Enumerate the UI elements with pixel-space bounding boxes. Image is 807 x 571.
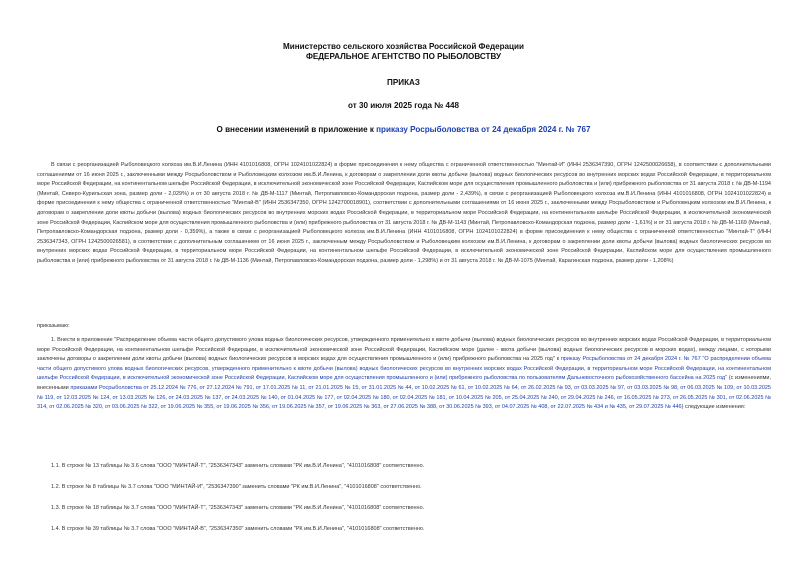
subitem-1-3: 1.3. В строке № 18 таблицы № 3.7 слова "ООО "МИНТАЙ-Т", "2536347343" заменить словами "РК им.В.И.Ленина", "4101016808" соответственно. (51, 505, 425, 511)
document-title (0, 125, 807, 135)
subitem-1-2: 1.2. В строке № 8 таблицы № 3.7 слова "ООО "МИНТАЙ-И", "2536347390" заменить словами "РК им.В.И.Ленина", "4101016808" соответственно. (51, 484, 422, 490)
preamble-text: В связи с реорганизацией Рыболовецкого колхоза им.В.И.Ленина (ИНН 4101016808, ОГРН 1024101022824) в форме присоединения к нему общества с ограниченной ответственностью "Минтай-И" (ИНН 2536347390, ОГРН 1242500026658), в соответствии с дополнительными соглашениями от 16 июня 2025 г., заключенными между Росрыболовством и Рыболовецким колхозом им.В.И.Ленина, к договорам о закреплении доли квоты добычи (вылова) водных биологических ресурсов во внутренних морских водах Российской Федерации, в территориальном море Российской Федерации, на континентальном шельфе Российской Федерации, в исключительной экономической зоне Российской Федерации, Каспийском море для осуществления промышленного рыболовства и (или) прибрежного рыболовства от 31 августа 2018 г. № ДВ-М-1194 (Минтай, Северо-Курильская зона, размер доли - 2,029%) и от 30 августа 2018 г. № ДВ-М-1117 (Минтай, Петропавловско-Командорская подзона, размер доли - 2,439%), в связи с реорганизацией Рыболовецкого колхоза им.В.И.Ленина (ИНН 4101016808, ОГРН 1024101022824) в форме присоединения к нему общества с ограниченной ответственностью "Минтай-В" (ИНН 2536347350, ОГРН 1242700018901), соответствии с дополнительными соглашениями от 16 июня 2025 г., заключенными между Росрыболовством и Рыболовецким колхозом им.В.И.Ленина, к договорам о закреплении доли квоты добычи (вылова) водных биологических ресурсов во внутренних морских водах Российской Федерации, в территориальном море Российской Федерации, на континентальном шельфе Российской Федерации, в исключительной экономической зоне Российской Федерации, Каспийском море для осуществления промышленного рыболовства и (или) прибрежного рыболовства от 31 августа 2018 г. № ДВ-М-1143 (Минтай, Петропавловско-Командорская подзона, размер доли - 1,61%) и от 31 августа 2018 г. № ДВ-М-1169 (Минтай, Петропавловско-Командорская подзона, размер доли - 0,359%), а также в связи с реорганизацией Рыболовецкого колхоза им.В.И.Ленина (ИНН 4101016808, ОГРН 1024101022824) в форме присоединения к нему общества с ограниченной ответственностью "Минтай-Т" (ИНН 2536347343, ОГРН 1242500026581), в соответствии с дополнительным соглашением от 16 июня 2025 г., заключенным между Росрыболовством и Рыболовецким колхозом им.В.И.Ленина, к договорам о закреплении доли квоты добычи (вылова) водных биологических ресурсов во внутренних морских водах Российской Федерации, в территориальном море Российской Федерации, на континентальном шельфе Российской Федерации, в исключительной экономической зоне Российской Федерации, Каспийском море для осуществления промышленного рыболовства и (или) прибрежного рыболовства от 31 августа 2018 г. № ДВ-М-1136 (Минтай, Петропавловско-Командорская подзона, размер доли - 1,298%) и от 31 августа 2018 г. № ДВ-М-1075 (Минтай, Карагинская подзона, размер доли - 1,208%) (37, 162, 771, 264)
point-1-paragraph (37, 336, 771, 413)
ministry-name: Министерство сельского хозяйства Российской Федерации (283, 42, 524, 51)
preamble (37, 161, 771, 267)
point-1-text-before: 1. Внести в приложение "Распределение объема части общего допустимого улова водных биологических ресурсов, утвержденного применительно к квоте добычи (вылова) водных биологических ресурсов во внутренних морских водах Российской Федерации, в территориальном море Российской Федерации, на континентальном шельфе Российской Федерации, в исключительной экономической зоне Российской Федерации, Каспийском море (далее - квота добычи (вылова) водных биологических ресурсов в морских водах), между лицами, с которыми заключены договоры о закреплении доли квоты добычи (вылова) водных биологических ресурсов в морских водах для осуществления промышленного и (или) прибрежного рыболовства на 2025 год" к (37, 337, 771, 363)
document-date-number: от 30 июля 2025 года № 448 (347, 101, 460, 110)
document-type: ПРИКАЗ (387, 78, 420, 87)
title-prefix: О внесении изменений в приложение к (216, 125, 377, 134)
title-order-link[interactable]: приказу Росрыболовства от 24 декабря 2024 г. № 767 (376, 125, 591, 134)
subitem-1-4: 1.4. В строке № 39 таблицы № 3.7 слова "ООО "МИНТАЙ-В", "2536347350" заменить словами "РК им.В.И.Ленина", "4101016808" соответственно. (51, 526, 425, 532)
point-1-text-after: ) следующие изменения: (681, 404, 746, 411)
point-1-amendments-link[interactable]: приказами Росрыболовства от 25.12.2024 № 776, от 27.12.2024 № 791, от 17.01.2025 № 11, от 21.01.2025 № 15, от 31.01.2025 № 44, от 10.02.2025 № 61, от 10.02.2025 № 64, от 26.02.2025 № 93, от 03.03.2025 № 97, от 03.03.2025 № 98, от 06.03.2025 № 109, от 10.03.2025 № 119, от 12.03.2025 № 124, от 13.03.2025 № 126, от 24.03.2025 № 137, от 24.03.2025 № 140, от 01.04.2025 № 177, от 02.04.2025 № 180, от 02.04.2025 № 181, от 10.04.2025 № 205, от 25.04.2025 № 240, от 29.04.2025 № 246, от 16.05.2025 № 273, от 26.05.2025 № 301, от 02.06.2025 № 314, от 02.06.2025 № 320, от 03.06.2025 № 322, от 19.06.2025 № 355, от 19.06.2025 № 356, от 19.06.2025 № 357, от 19.06.2025 № 363, от 27.06.2025 № 388, от 30.06.2025 № 393, от 04.07.2025 № 408, от 22.07.2025 № 434 и № 435, от 29.07.2025 № 446 (37, 384, 771, 411)
agency-name: ФЕДЕРАЛЬНОЕ АГЕНТСТВО ПО РЫБОЛОВСТВУ (305, 52, 502, 61)
point-1-order-link[interactable]: приказу Росрыболовства от 24 декабря 2024 г. № 767 "О распределении объема части общего допустимого улова водных биологических ресурсов, утвержденного применительно к квоте добычи (вылова) водных биологических ресурсов во внутренних морских водах Российской Федерации, в территориальном море Российской Федерации, на континентальном шельфе Российской Федерации, в исключительной экономической зоне Российской Федерации, Каспийском море для осуществления промышленного и (или) прибрежного рыболовства по пользователям Дальневосточного рыбохозяйственного бассейна на 2025 год" (37, 356, 771, 382)
point-1 (37, 336, 771, 413)
subitem-1-1: 1.1. В строке № 13 таблицы № 3.6 слова "ООО "МИНТАЙ-Т", "2536347343" заменить словами "РК им.В.И.Ленина", "4101016808" соответственно. (51, 463, 425, 469)
point-1-text-middle: (с изменениями, внесенными (37, 375, 772, 391)
order-word-text: приказываю: (37, 323, 70, 329)
order-word (37, 322, 771, 332)
